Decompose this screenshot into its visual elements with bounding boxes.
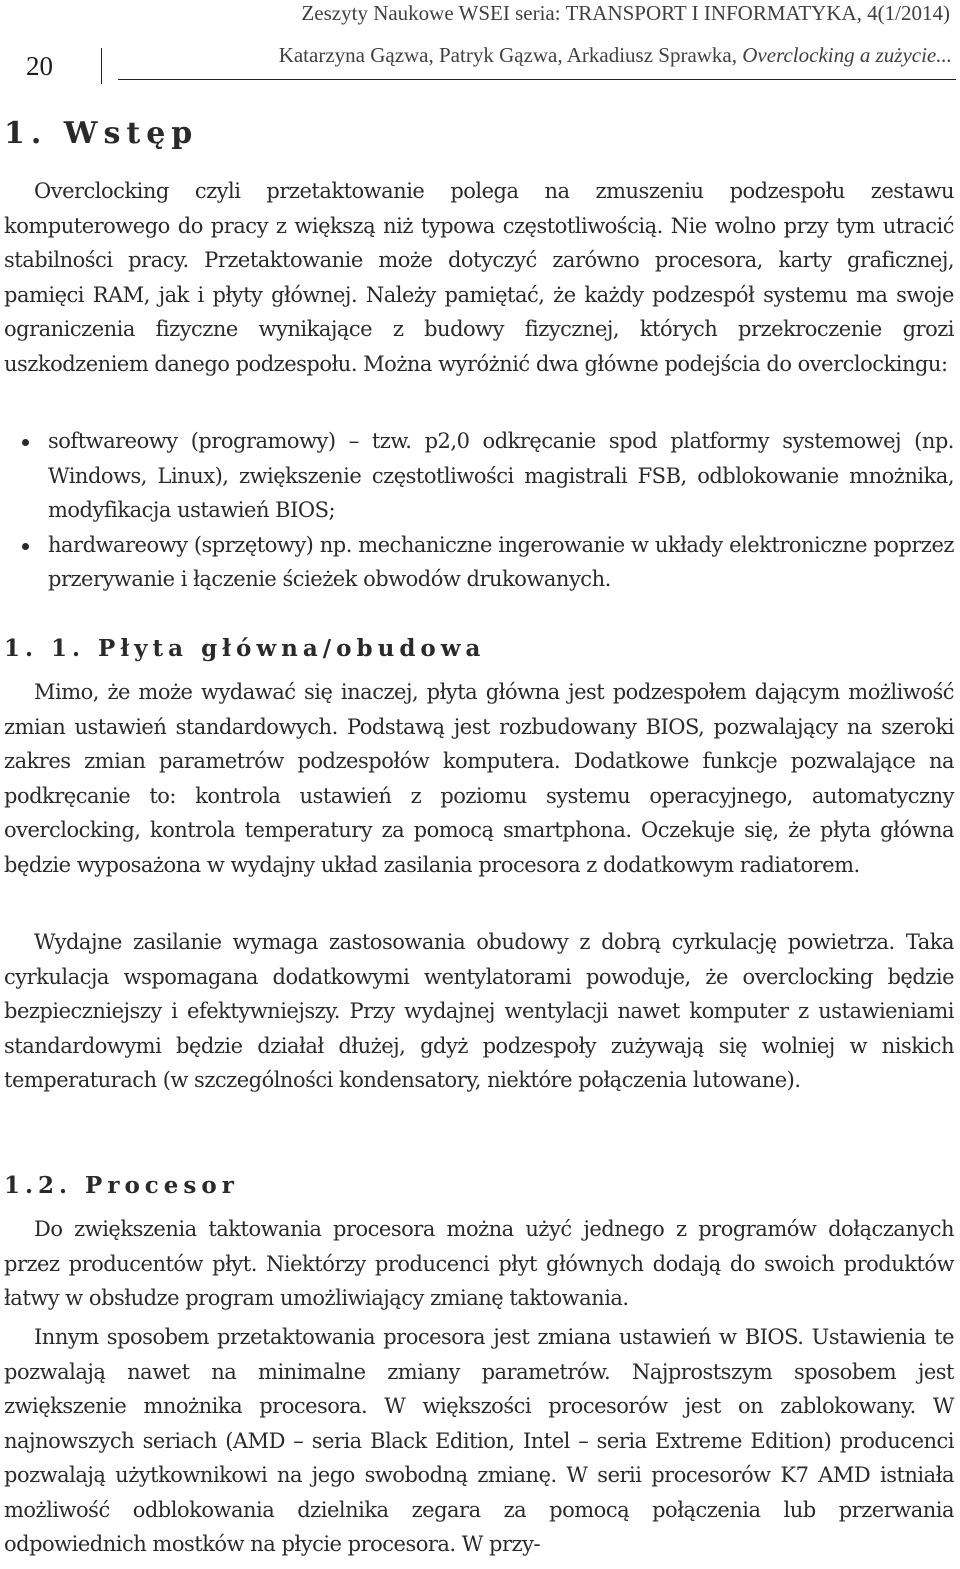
header-vertical-rule <box>101 48 102 84</box>
section-heading-intro: 1. Wstęp <box>4 116 199 151</box>
section-heading-processor: 1.2. Procesor <box>4 1172 239 1199</box>
author-line <box>279 42 952 68</box>
list-item: softwareowy (programowy) – tzw. p2,0 odkręcanie spod platformy systemowej (np. Windows, Linux), zwiększenie częstotliwości magistrali FSB, odblokowanie mnożnika, modyfikacja ustawień BIOS; <box>0 424 954 528</box>
list-item: hardwareowy (sprzętowy) np. mechaniczne ingerowanie w układy elektroniczne poprzez przerywanie i łączenie ścieżek obwodów drukowanych. <box>0 528 954 597</box>
page-number: 20 <box>26 51 53 81</box>
processor-paragraph: Do zwiększenia taktowania procesora można użyć jednego z programów dołączanych przez producentów płyt. Niektórzy producenci płyt głównych dodają do swoich produktów łatwy w obsłudze program umożliwiający zmianę taktowania. <box>4 1217 954 1310</box>
intro-paragraph: Overclocking czyli przetaktowanie polega na zmuszeniu podzespołu zestawu komputerowego do pracy z większą niż typowa częstotliwością. Nie wolno przy tym utracić stabilności pracy. Przetaktowanie może dotyczyć zarówno procesora, karty graficznej, pamięci RAM, jak i płyty głównej. Należy pamiętać, że każdy podzespół systemu ma swoje ograniczenia fizyczne wynikające z budowy fizycznej, których przekroczenie grozi uszkodzeniem danego podzespołu. Można wyróżnić dwa główne podejścia do overclockingu: <box>4 179 954 376</box>
authors: Katarzyna Gązwa, Patryk Gązwa, Arkadiusz Sprawka, <box>278 43 743 67</box>
approach-list <box>0 424 954 597</box>
bullet-icon <box>22 543 29 550</box>
running-header <box>0 0 960 86</box>
journal-series: Zeszyty Naukowe WSEI seria: TRANSPORT I INFORMATYKA, 4(1/2014) <box>301 1 950 25</box>
bullet-icon <box>22 439 29 446</box>
motherboard-paragraph: Mimo, że może wydawać się inaczej, płyta główna jest podzespołem dającym możliwość zmian ustawień standardowych. Podstawą jest rozbudowany BIOS, pozwalający na szeroki zakres zmian parametrów podzespołów komputera. Dodatkowe funkcje pozwalające na podkręcanie to: kontrola ustawień z poziomu systemu operacyjnego, automatyczny overclocking, kontrola temperatury za pomocą smartphona. Oczekuje się, że płyta główna będzie wyposażona w wydajny układ zasilania procesora z dodatkowym radiatorem. <box>4 680 954 877</box>
motherboard-paragraph: Wydajne zasilanie wymaga zastosowania obudowy z dobrą cyrkulację powietrza. Taka cyrkulacja wspomagana dodatkowymi wentylatorami powoduje, że overclocking będzie bezpieczniejszy i efektywniejszy. Przy wydajnej wentylacji nawet komputer z ustawieniami standardowymi będzie działał dłużej, gdyż podzespoły zużywają się wolniej w niskich temperaturach (w szczególności kondensatory, niektóre połączenia lutowane). <box>4 930 954 1092</box>
header-rule <box>118 79 956 80</box>
processor-paragraph: Innym sposobem przetaktowania procesora jest zmiana ustawień w BIOS. Ustawienia te pozwalają nawet na minimalne zmiany parametrów. Najprostszym sposobem jest zwiększenie mnożnika procesora. W większości procesorów jest on zablokowany. W najnowszych seriach (AMD – seria Black Edition, Intel – seria Extreme Edition) producenci pozwalają użytkownikowi na jego swobodną zmianę. W serii procesorów K7 AMD istniała możliwość odblokowania dzielnika zegara za pomocą połączenia lub przerwania odpowiednich mostków na płycie procesora. W przy- <box>4 1325 954 1556</box>
paper-title: Overclocking a zużycie... <box>742 43 952 67</box>
section-heading-motherboard: 1. 1. Płyta główna/obudowa <box>4 635 486 662</box>
